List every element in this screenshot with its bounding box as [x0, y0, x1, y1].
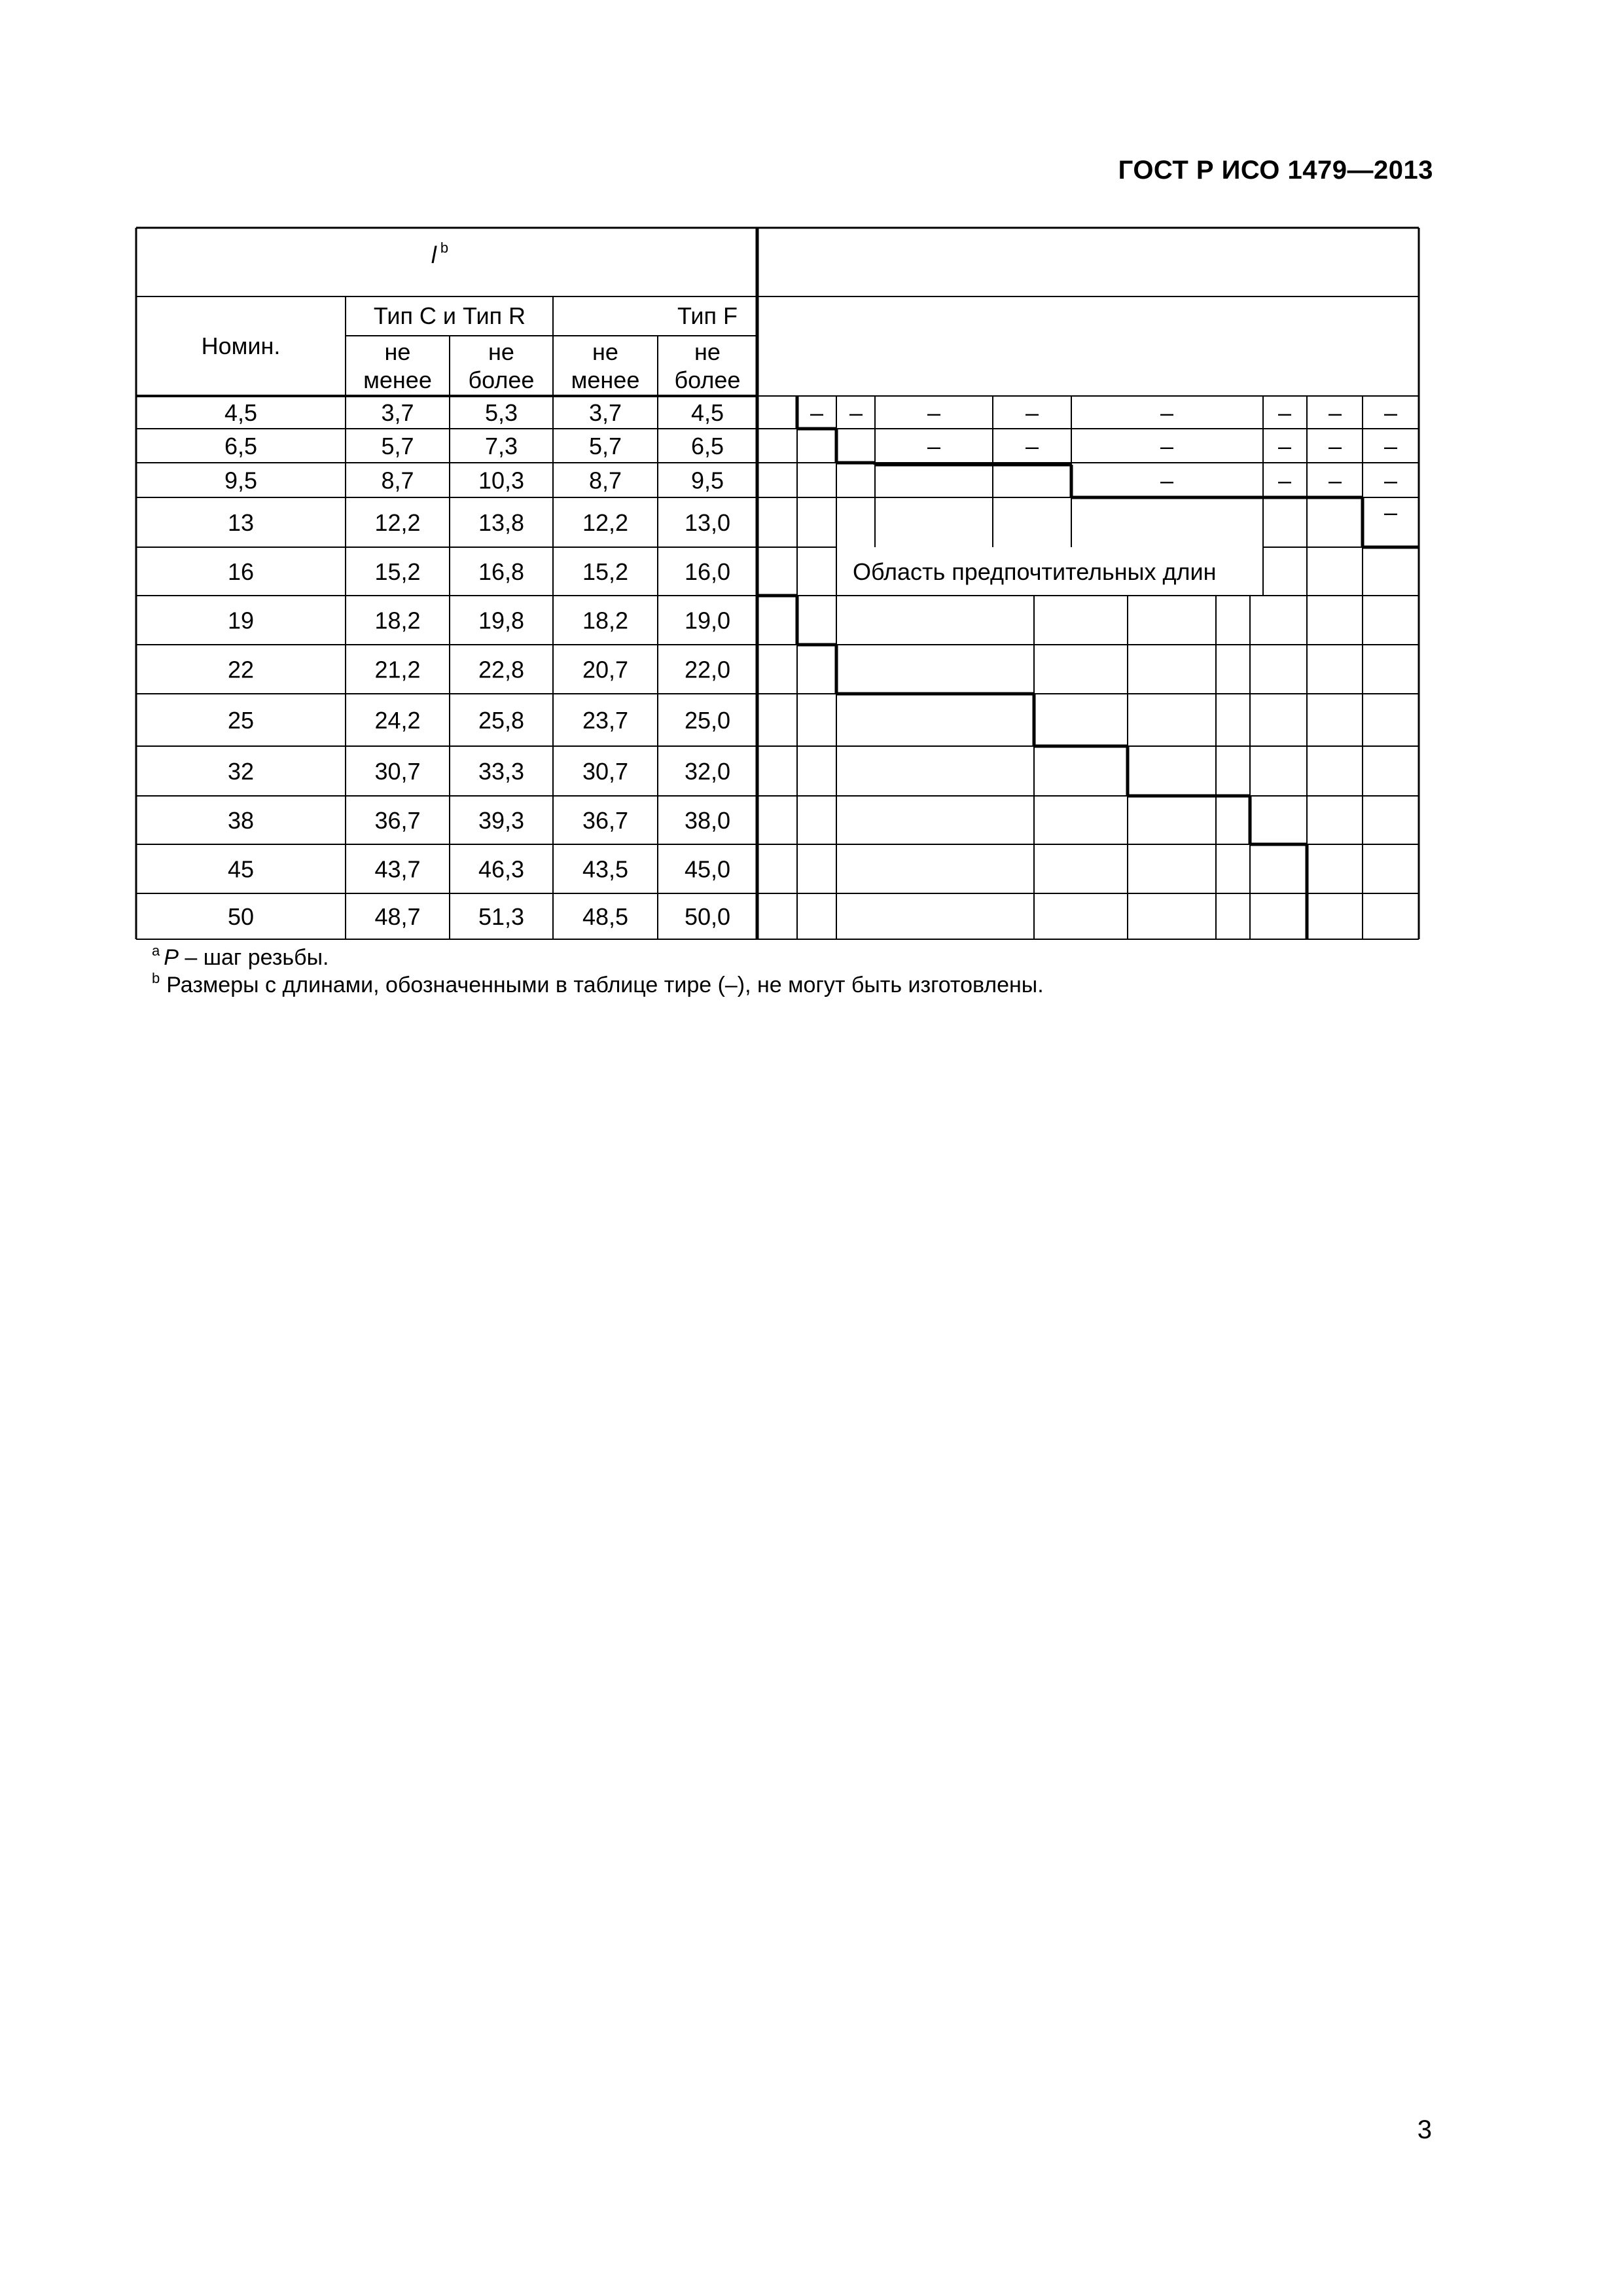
cell-nom: 13 — [227, 509, 255, 536]
cell-f-min: 43,5 — [582, 855, 629, 883]
dash-mark: – — [810, 399, 824, 426]
cell-f-min: 18,2 — [582, 607, 629, 634]
cell-cr-max: 46,3 — [478, 855, 525, 883]
cell-f-min: 15,2 — [582, 558, 629, 585]
cell-f-max: 19,0 — [684, 607, 731, 634]
cell-f-max: 22,0 — [684, 656, 731, 683]
cell-f-min: 8,7 — [588, 467, 622, 494]
cell-f-min: 48,5 — [582, 903, 629, 930]
cell-f-min: 12,2 — [582, 509, 629, 536]
page-number: 3 — [1417, 2115, 1432, 2144]
cell-cr-min: 12,2 — [374, 509, 421, 536]
cell-f-max: 25,0 — [684, 707, 731, 734]
cell-cr-max: 33,3 — [478, 758, 525, 785]
dash-mark: – — [1277, 467, 1292, 494]
cell-f-max: 6,5 — [690, 433, 724, 459]
column-header-nominal: Номин. — [201, 332, 281, 359]
cell-cr-min: 18,2 — [374, 607, 421, 634]
cell-nom: 9,5 — [224, 467, 258, 494]
dash-mark: – — [1383, 399, 1398, 426]
document-code: ГОСТ Р ИСО 1479—2013 — [1118, 156, 1433, 185]
footnote-a: $^a$ P – шаг резьбы. — [152, 942, 329, 970]
column-header-type-f: Тип F — [677, 302, 738, 329]
column-subheader-max: более — [468, 367, 535, 393]
dash-mark: – — [1160, 433, 1174, 459]
dash-mark: – — [927, 399, 941, 426]
cell-f-max: 13,0 — [684, 509, 731, 536]
cell-cr-max: 16,8 — [478, 558, 525, 585]
cell-f-max: 38,0 — [684, 807, 731, 834]
column-subheader-min: не — [384, 338, 411, 365]
cell-cr-min: 36,7 — [374, 807, 421, 834]
cell-nom: 32 — [227, 758, 255, 785]
preferred-region-label: Область предпочтительных длин — [853, 558, 1217, 585]
cell-cr-min: 24,2 — [374, 707, 421, 734]
cell-cr-min: 48,7 — [374, 903, 421, 930]
cell-cr-max: 51,3 — [478, 903, 525, 930]
dash-mark: – — [1025, 399, 1039, 426]
column-subheader-max: не — [694, 338, 721, 365]
column-subheader-max: не — [488, 338, 514, 365]
cell-f-max: 45,0 — [684, 855, 731, 883]
cell-cr-max: 13,8 — [478, 509, 525, 536]
cell-nom: 25 — [227, 707, 255, 734]
dash-mark: – — [1160, 399, 1174, 426]
dash-mark: – — [1383, 499, 1398, 526]
cell-cr-min: 15,2 — [374, 558, 421, 585]
cell-cr-min: 21,2 — [374, 656, 421, 683]
cell-nom: 50 — [227, 903, 255, 930]
column-header-type-cr: Тип C и Тип R — [373, 302, 526, 329]
dash-mark: – — [1328, 399, 1342, 426]
column-subheader-max: более — [674, 367, 741, 393]
dash-mark: – — [927, 433, 941, 459]
column-subheader-min: менее — [363, 367, 432, 393]
cell-cr-max: 39,3 — [478, 807, 525, 834]
cell-cr-max: 19,8 — [478, 607, 525, 634]
dash-mark: – — [1328, 467, 1342, 494]
cell-cr-max: 10,3 — [478, 467, 525, 494]
cell-nom: 16 — [227, 558, 255, 585]
dash-mark: – — [1383, 433, 1398, 459]
cell-f-min: 23,7 — [582, 707, 629, 734]
cell-nom: 22 — [227, 656, 255, 683]
cell-nom: 6,5 — [224, 433, 258, 459]
cell-nom: 38 — [227, 807, 255, 834]
dash-mark: – — [1383, 467, 1398, 494]
cell-cr-min: 3,7 — [381, 399, 414, 426]
cell-nom: 19 — [227, 607, 255, 634]
cell-cr-min: 43,7 — [374, 855, 421, 883]
column-subheader-min: не — [592, 338, 618, 365]
cell-cr-min: 8,7 — [381, 467, 414, 494]
dash-mark: – — [1328, 433, 1342, 459]
cell-cr-max: 7,3 — [484, 433, 518, 459]
cell-f-min: 3,7 — [588, 399, 622, 426]
table-grid — [136, 228, 1419, 939]
cell-f-max: 16,0 — [684, 558, 731, 585]
dash-mark: – — [849, 399, 863, 426]
preferred-length-boundary — [757, 396, 1419, 939]
dash-mark: – — [1277, 399, 1292, 426]
dash-mark: – — [1160, 467, 1174, 494]
cell-nom: 45 — [227, 855, 255, 883]
cell-cr-max: 5,3 — [484, 399, 518, 426]
cell-f-min: 36,7 — [582, 807, 629, 834]
cell-f-max: 50,0 — [684, 903, 731, 930]
cell-cr-max: 22,8 — [478, 656, 525, 683]
cell-f-min: 20,7 — [582, 656, 629, 683]
cell-f-min: 5,7 — [588, 433, 622, 459]
table-cells — [224, 399, 730, 930]
table-footnotes — [136, 939, 1421, 1026]
dash-mark: – — [1025, 433, 1039, 459]
cell-f-max: 9,5 — [690, 467, 724, 494]
cell-f-max: 32,0 — [684, 758, 731, 785]
length-symbol-header: l $^b$ — [431, 240, 449, 268]
cell-f-max: 4,5 — [690, 399, 724, 426]
cell-f-min: 30,7 — [582, 758, 629, 785]
cell-cr-min: 5,7 — [381, 433, 414, 459]
cell-cr-max: 25,8 — [478, 707, 525, 734]
cell-nom: 4,5 — [224, 399, 258, 426]
footnote-b: $^b$ Размеры с длинами, обозначенными в таблице тире (–), не могут быть изготовлены. — [152, 970, 1044, 997]
column-subheader-min: менее — [571, 367, 640, 393]
dash-mark: – — [1277, 433, 1292, 459]
cell-cr-min: 30,7 — [374, 758, 421, 785]
